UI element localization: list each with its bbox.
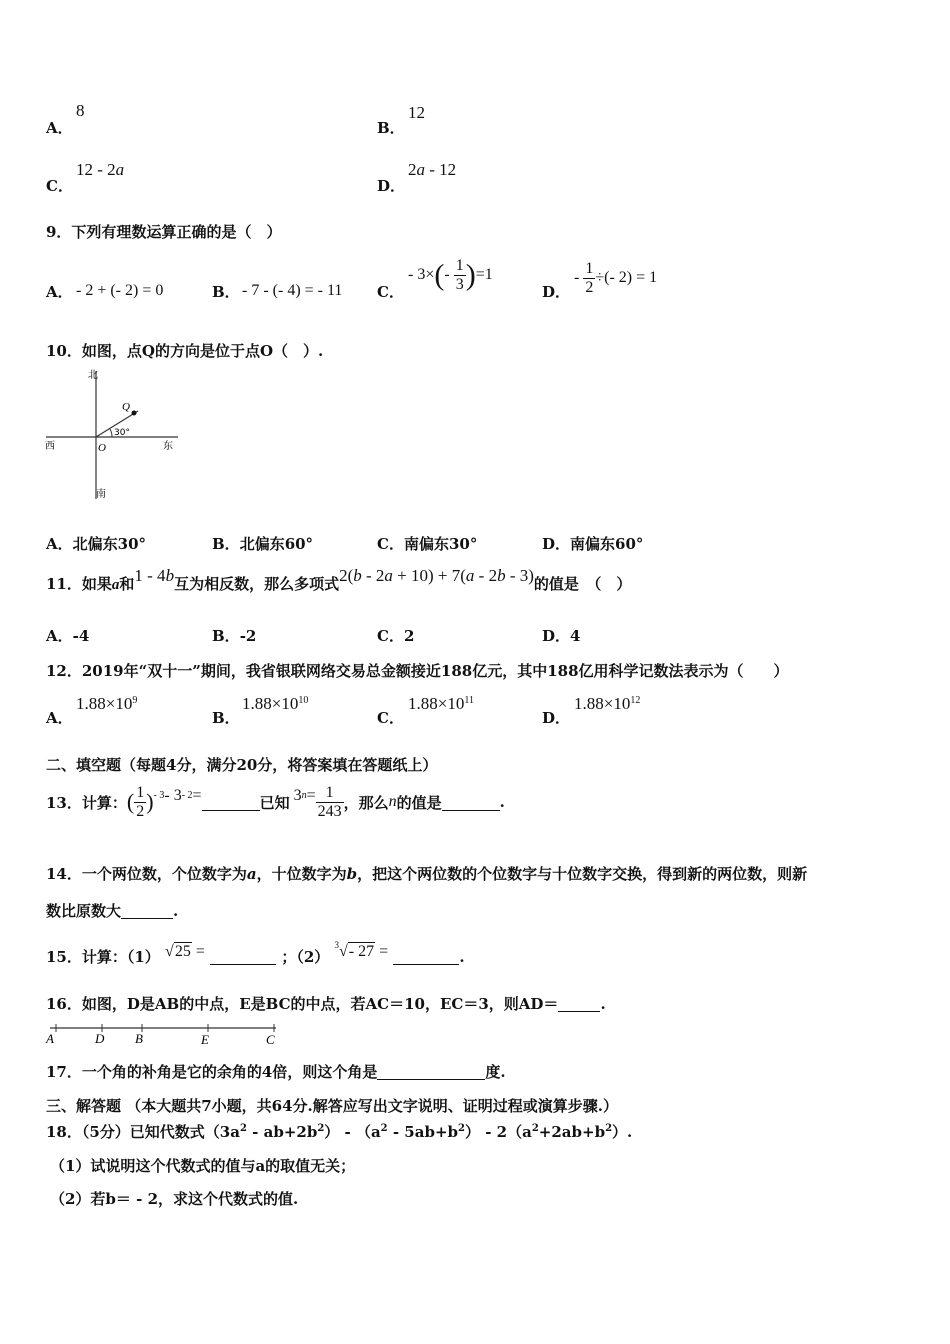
q15: 15．计算：（1） √25 = ；（2） $^3$√- 27 = . [46, 940, 465, 966]
west-label: 西 [45, 441, 55, 452]
q13-know: 已知 [259, 793, 290, 812]
q12-option-a-expr: $1.88\times 10^9$ [76, 694, 138, 713]
point-q [132, 411, 137, 416]
point-b-label: B [135, 1031, 143, 1046]
q15-expr2: $^3$√- 27 = [334, 940, 389, 960]
q10-compass-figure [42, 367, 182, 503]
origin-label: O [98, 442, 106, 454]
point-c-label: C [266, 1032, 275, 1046]
q17: 17．一个角的补角是它的余角的4倍，则这个角是 度. [46, 1063, 506, 1081]
point-d-label: D [95, 1031, 105, 1046]
q9-option-d-expr: - $\frac{1}{2}$ ÷(- 2) = 1 [574, 260, 658, 296]
q13-answer-blank-1[interactable] [202, 794, 260, 811]
q9-stem: 9．下列有理数运算正确的是（ ） [46, 223, 282, 241]
q12-option-d-letter: D． [542, 709, 571, 727]
north-label: 北 [88, 370, 98, 381]
q18-stem: 18．（5分）已知代数式$(3a^2 - ab+2b^2) - (a^2 - 5ab+b^2) - 2(a^2+2ab+b^2)$. [46, 1123, 633, 1141]
q10-option-c: C．南偏东30° [377, 535, 478, 553]
option-letter: C． [46, 177, 73, 195]
q18-sub1: （1）试说明这个代数式的值与a的取值无关； [50, 1157, 356, 1175]
point-e-label: E [201, 1032, 209, 1046]
q12-option-c-expr: $1.88\times 10^{11}$ [408, 694, 474, 713]
angle-label: 30° [114, 428, 130, 438]
q8-option-a [46, 117, 73, 138]
q11-option-d: D．4 [542, 627, 581, 645]
q8-option-c-expr: 12 - 2a [76, 160, 125, 179]
q11-option-c: C．2 [377, 627, 415, 645]
q9-option-b-expr: - 7 - (- 4) = - 11 [242, 282, 343, 299]
q18-sub2: （2）若b＝ - 2，求这个代数式的值. [50, 1190, 299, 1208]
q12-option-b-expr: $1.88\times 10^{10}$ [242, 694, 309, 713]
q16: 16．如图，D是AB的中点，E是BC的中点，若AC＝10，EC＝3，则AD＝ . [46, 995, 606, 1013]
q12-option-d-expr: $1.88\times 10^{12}$ [574, 694, 641, 713]
q13-expr: ( $\frac{1}{2}$ ) $^{- 3}$ - 3 - 2 = [126, 783, 202, 820]
q17-answer-blank[interactable] [377, 1063, 485, 1080]
q13-answer-blank-2[interactable] [442, 794, 500, 811]
q12-stem: 12．2019年“双十一”期间，我省银联网络交易总金额接近188亿元，其中188亿用科学记数法表示为（ ） [46, 662, 789, 680]
q8-option-d-expr: 2a - 12 [408, 160, 457, 179]
q16-answer-blank[interactable] [558, 995, 600, 1012]
q8-option-b [377, 117, 405, 138]
q15-expr1: √25 = [165, 943, 205, 960]
q14-line2: 数比原数大 . [46, 902, 179, 920]
q12-option-b-letter: B． [212, 709, 240, 727]
q9-option-c-letter: C． [377, 283, 404, 301]
point-a-label: A [46, 1031, 54, 1046]
option-letter: D． [377, 177, 406, 195]
q8-option-a-expr: 8 [76, 101, 85, 120]
q10-option-a: A．北偏东30° [46, 535, 147, 553]
east-label: 东 [163, 441, 173, 452]
q8-option-b-expr: 12 [408, 103, 425, 122]
q16-line-figure [42, 1020, 282, 1046]
q14-line1: 14．一个两位数，个位数字为a，十位数字为b，把这个两位数的个位数字与十位数字交换，得到新的两位数，则新 [46, 865, 808, 883]
q8-option-c [46, 175, 73, 196]
q9-option-a-letter: A． [46, 283, 73, 301]
q9-option-a-expr: - 2 + (- 2) = 0 [76, 282, 164, 299]
q15-answer-blank-2[interactable] [393, 948, 459, 965]
option-letter: B． [377, 119, 405, 137]
south-label: 南 [96, 489, 106, 500]
q8-option-d [377, 175, 405, 196]
section-2-title: 二、填空题（每题4分，满分20分，将答案填在答题纸上） [46, 756, 438, 774]
q9-option-c-expr: - 3×(- $\frac{1}{3}$ )=1 [408, 257, 493, 293]
q11-option-a: A．-4 [46, 627, 90, 645]
q10-option-b: B．北偏东60° [212, 535, 314, 553]
q9-option-b-letter: B． [212, 283, 240, 301]
section-3-title: 三、解答题 （本大题共7小题，共64分.解答应写出文字说明、证明过程或演算步骤.） [46, 1097, 618, 1115]
q14-answer-blank[interactable] [121, 902, 173, 919]
q12-option-c-letter: C． [377, 709, 404, 727]
q12-option-a-letter: A． [46, 709, 73, 727]
q11-option-b: B．-2 [212, 627, 257, 645]
angle-arc [110, 429, 112, 437]
option-letter: A． [46, 119, 73, 137]
q9-option-d-letter: D． [542, 283, 571, 301]
q13-expr2: 3 n = $\frac{1}{243}$ [293, 783, 342, 820]
q13-label: 13．计算： [46, 793, 127, 812]
q15-answer-blank-1[interactable] [210, 948, 276, 965]
q10-option-d: D．南偏东60° [542, 535, 644, 553]
q10-stem: 10．如图，点Q的方向是位于点O（ ）. [46, 342, 324, 360]
q11-stem: 11．如果a和1 - 4b互为相反数，那么多项式2(b - 2a + 10) + 7(a - 2b - 3)的值是 （ ） [46, 566, 632, 593]
q13: 13．计算： ( $\frac{1}{2}$ ) $^{- 3}$ - 3 - 2 = 已知 3 n = $\frac{1}{243}$ ，那么 n 的值是 . [46, 783, 505, 820]
q-label: Q [122, 401, 130, 413]
